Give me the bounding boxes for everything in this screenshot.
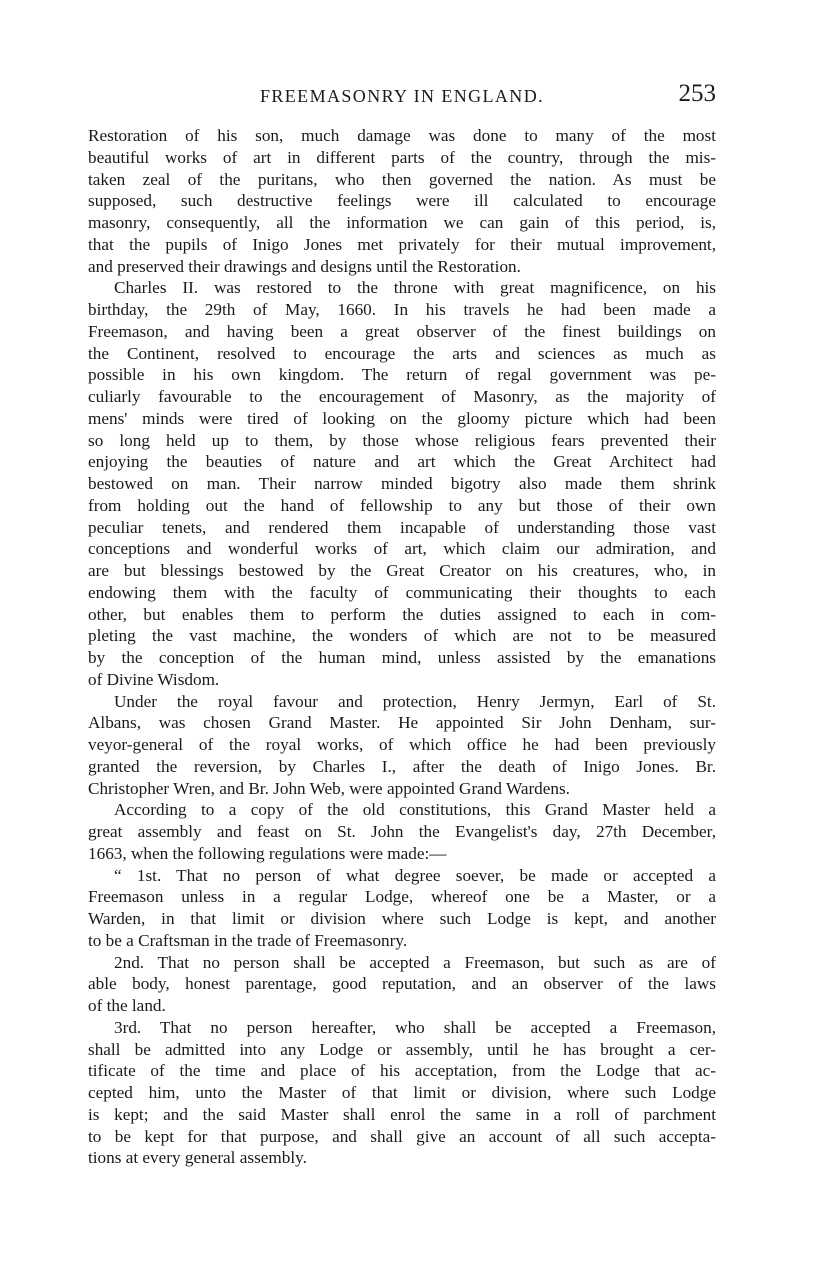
text-line: are but blessings bestowed by the Great Creator on his creatures, who, in (88, 561, 716, 580)
text-line: possible in his own kingdom. The return of regal government was pe- (88, 365, 716, 385)
paragraph (88, 1017, 716, 1169)
running-title: FREEMASONRY IN ENGLAND. (259, 86, 545, 106)
text-line: able body, honest parentage, good reputation, and an observer of the laws (88, 974, 716, 994)
text-line: conceptions and wonderful works of art, which claim our admiration, and (88, 539, 716, 559)
text-line: enjoying the beauties of nature and art which the Great Architect had (88, 452, 716, 472)
text-line: 2nd. That no person shall be accepted a Freemason, but such as are of (114, 952, 716, 972)
text-line: Under the royal favour and protection, Henry Jermyn, Earl of St. (114, 691, 716, 711)
text-line: and preserved their drawings and designs until the Restoration. (88, 256, 521, 276)
text-line: Charles II. was restored to the throne with great magnificence, on his (114, 278, 716, 298)
text-line: 3rd. That no person hereafter, who shall be accepted a Freemason, (114, 1017, 716, 1037)
paragraph (88, 952, 716, 1017)
paragraph (88, 277, 716, 690)
text-line: Albans, was chosen Grand Master. He appointed Sir John Denham, sur- (88, 713, 716, 733)
text-line: culiarly favourable to the encouragement of Masonry, as the majority of (88, 387, 716, 406)
text-line: shall be admitted into any Lodge or assembly, until he has brought a cer- (88, 1039, 716, 1059)
text-line: the Continent, resolved to encourage the arts and sciences as much as (88, 343, 716, 363)
paragraph (88, 799, 716, 864)
text-line: to be a Craftsman in the trade of Freemasonry. (88, 930, 408, 950)
text-line: tions at every general assembly. (88, 1148, 307, 1168)
text-line: Warden, in that limit or division where such Lodge is kept, and another (88, 909, 716, 928)
text-line: masonry, consequently, all the information we can gain of this period, is, (88, 213, 716, 232)
paragraph (88, 125, 716, 277)
text-line: taken zeal of the puritans, who then governed the nation. As must be (88, 169, 716, 189)
text-line: by the conception of the human mind, unless assisted by the emanations (88, 648, 716, 667)
text-line: Restoration of his son, much damage was done to many of the most (88, 126, 716, 145)
text-body (88, 125, 716, 1169)
text-line: pleting the vast machine, the wonders of which are not to be measured (88, 626, 716, 646)
text-line: Freemason, and having been a great observer of the finest buildings on (88, 321, 716, 341)
text-line: beautiful works of art in different parts of the country, through the mis- (88, 147, 716, 167)
text-line: veyor-general of the royal works, of which office he had been previously (88, 735, 716, 754)
text-line: mens' minds were tired of looking on the gloomy picture which had been (88, 408, 716, 428)
text-line: According to a copy of the old constitutions, this Grand Master held a (114, 800, 716, 820)
paragraph (88, 865, 716, 952)
text-line: supposed, such destructive feelings were ill calculated to encourage (88, 191, 716, 211)
text-line: to be kept for that purpose, and shall give an account of all such accepta- (88, 1126, 716, 1146)
text-line: of the land. (88, 996, 166, 1015)
text-line: great assembly and feast on St. John the Evangelist's day, 27th December, (88, 822, 716, 841)
text-line: of Divine Wisdom. (88, 669, 220, 689)
text-line: 1663, when the following regulations were made:— (88, 843, 447, 863)
text-line: birthday, the 29th of May, 1660. In his travels he had been made a (88, 300, 716, 319)
text-line: is kept; and the said Master shall enrol the same in a roll of parchment (88, 1104, 716, 1124)
text-line: that the pupils of Inigo Jones met privately for their mutual improvement, (88, 234, 716, 254)
text-line: other, but enables them to perform the duties assigned to each in com- (88, 604, 716, 624)
text-line: so long held up to them, by those whose religious fears prevented their (88, 430, 716, 450)
text-line: Freemason unless in a regular Lodge, whereof one be a Master, or a (88, 887, 716, 907)
running-head (88, 80, 716, 114)
text-line: peculiar tenets, and rendered them incapable of understanding those vast (88, 517, 716, 537)
text-line: “ 1st. That no person of what degree soever, be made or accepted a (114, 865, 716, 885)
page-number: 253 (678, 80, 716, 107)
text-line: Christopher Wren, and Br. John Web, were appointed Grand Wardens. (88, 778, 570, 798)
text-line: bestowed on man. Their narrow minded bigotry also made them shrink (88, 474, 716, 493)
text-line: granted the reversion, by Charles I., after the death of Inigo Jones. Br. (88, 756, 716, 776)
text-line: cepted him, unto the Master of that limit or division, where such Lodge (88, 1083, 716, 1102)
paragraph (88, 691, 716, 800)
text-line: from holding out the hand of fellowship to any but those of their own (88, 495, 716, 515)
text-line: endowing them with the faculty of communicating their thoughts to each (88, 582, 716, 602)
text-line: tificate of the time and place of his acceptation, from the Lodge that ac- (88, 1061, 716, 1081)
